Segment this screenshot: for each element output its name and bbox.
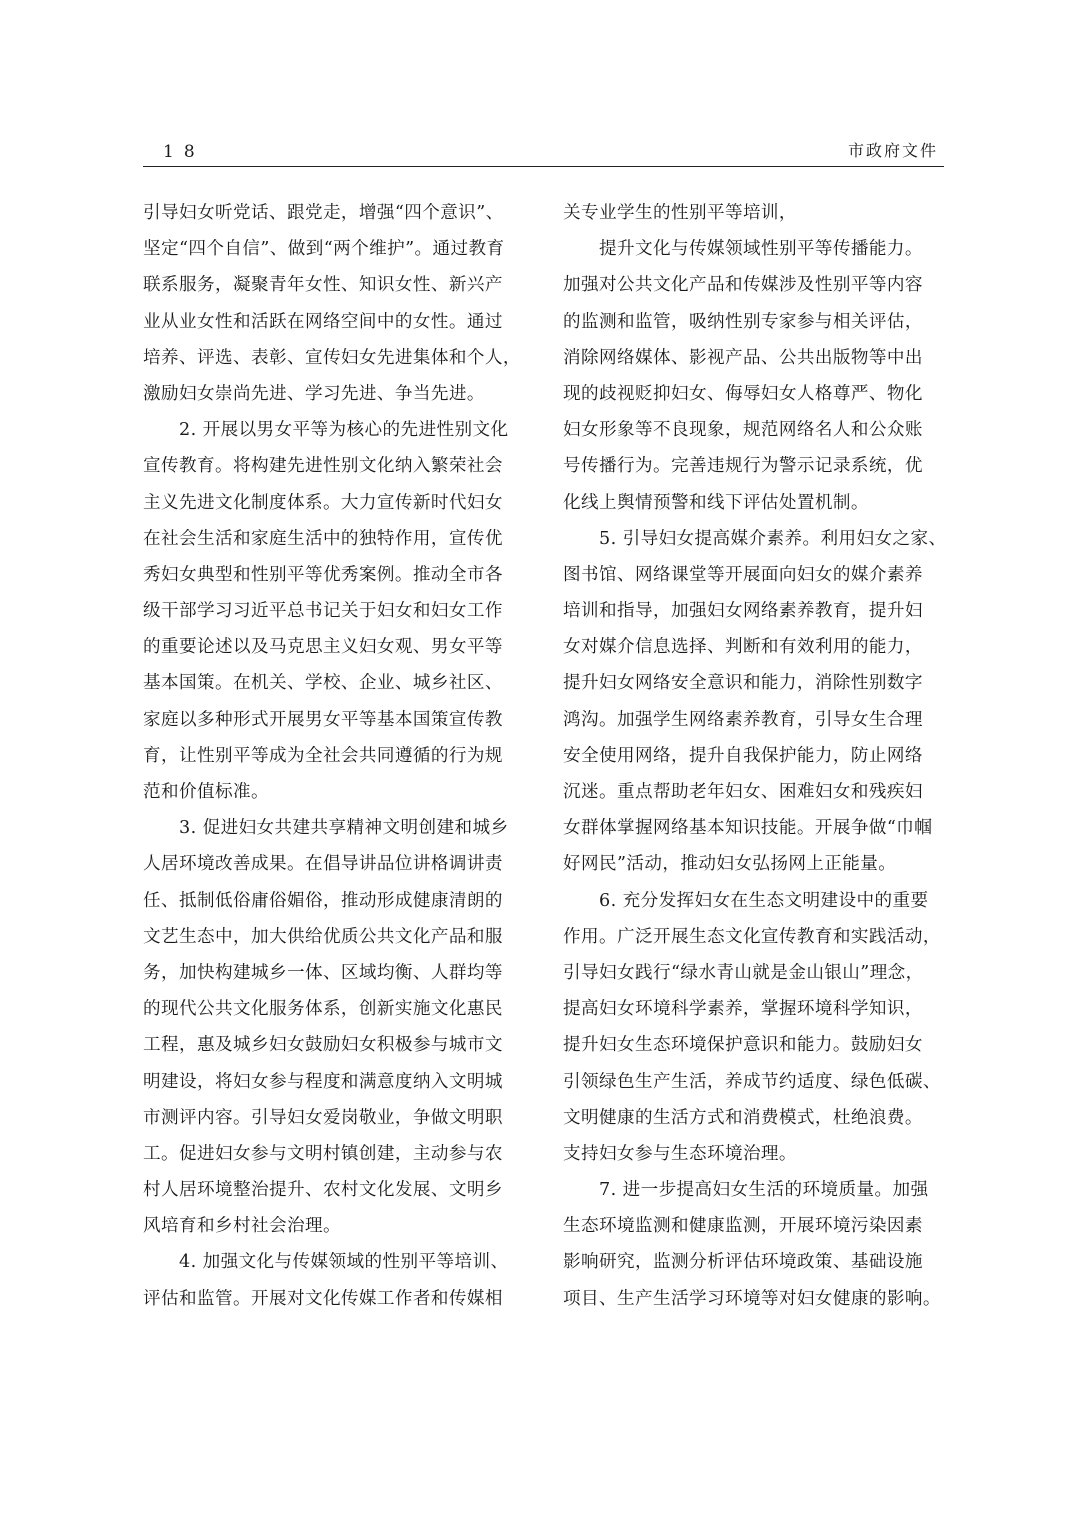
section-heading-line: 5. 引导妇女提高媒介素养。利用妇女之家、 bbox=[599, 528, 947, 549]
text-line: 宣传教育。将构建先进性别文化纳入繁荣社会 bbox=[143, 456, 503, 477]
text-line: 支持妇女参与生态环境治理。 bbox=[563, 1143, 797, 1164]
text-line: 消除网络媒体、影视产品、公共出版物等中出 bbox=[563, 347, 923, 368]
text-line: 市测评内容。引导妇女爱岗敬业，争做文明职 bbox=[143, 1107, 503, 1128]
text-line: 范和价值标准。 bbox=[143, 782, 269, 802]
text-line: 图书馆、网络课堂等开展面向妇女的媒介素养 bbox=[563, 564, 923, 585]
text-line: 激励妇女崇尚先进、学习先进、争当先进。 bbox=[143, 383, 485, 404]
text-line: 提升妇女生态环境保护意识和能力。鼓励妇女 bbox=[563, 1035, 923, 1056]
section-heading-line: 2. 开展以男女平等为核心的先进性别文化 bbox=[179, 420, 509, 441]
text-line: 号传播行为。完善违规行为警示记录系统，优 bbox=[563, 456, 923, 477]
section-heading-line: 6. 充分发挥妇女在生态文明建设中的重要 bbox=[599, 890, 929, 911]
text-line: 文艺生态中，加大供给优质公共文化产品和服 bbox=[143, 926, 503, 947]
text-line: 沉迷。重点帮助老年妇女、困难妇女和残疾妇 bbox=[563, 782, 923, 802]
left-column bbox=[143, 195, 525, 1317]
text-line: 评估和监管。开展对文化传媒工作者和传媒相 bbox=[143, 1288, 503, 1309]
page-number: 18 bbox=[163, 142, 205, 162]
text-line: 工程，惠及城乡妇女鼓励妇女积极参与城市文 bbox=[143, 1035, 503, 1056]
text-line: 妇女形象等不良现象，规范网络名人和公众账 bbox=[563, 420, 923, 441]
text-line: 基本国策。在机关、学校、企业、城乡社区、 bbox=[143, 673, 503, 694]
text-line: 女对媒介信息选择、判断和有效利用的能力， bbox=[563, 637, 923, 658]
text-line: 关专业学生的性别平等培训， bbox=[563, 203, 797, 223]
text-line: 引领绿色生产生活，养成节约适度、绿色低碳、 bbox=[563, 1071, 941, 1092]
text-line: 的监测和监管，吸纳性别专家参与相关评估， bbox=[563, 311, 923, 332]
document-title: 市政府文件 bbox=[847, 141, 938, 160]
text-line: 引导妇女践行“绿水青山就是金山银山”理念， bbox=[563, 962, 924, 983]
text-line: 引导妇女听党话、跟党走，增强“四个意识”、 bbox=[143, 203, 504, 223]
text-line: 安全使用网络，提升自我保护能力，防止网络 bbox=[563, 745, 923, 766]
text-line: 联系服务，凝聚青年女性、知识女性、新兴产 bbox=[143, 275, 503, 296]
section-heading-line: 7. 进一步提高妇女生活的环境质量。加强 bbox=[599, 1180, 929, 1201]
right-column bbox=[563, 195, 945, 1317]
text-line: 风培育和乡村社会治理。 bbox=[143, 1216, 341, 1237]
text-line: 现的歧视贬抑妇女、侮辱妇女人格尊严、物化 bbox=[563, 383, 923, 404]
text-line: 的重要论述以及马克思主义妇女观、男女平等 bbox=[143, 637, 503, 658]
text-line: 文明健康的生活方式和消费模式，杜绝浪费。 bbox=[563, 1107, 923, 1128]
text-line: 明建设，将妇女参与程度和满意度纳入文明城 bbox=[143, 1071, 503, 1092]
text-line: 提升文化与传媒领域性别平等传播能力。 bbox=[599, 239, 923, 260]
text-line: 好网民”活动，推动妇女弘扬网上正能量。 bbox=[563, 854, 897, 875]
text-line: 培养、评选、表彰、宣传妇女先进集体和个人， bbox=[143, 347, 521, 368]
text-line: 主义先进文化制度体系。大力宣传新时代妇女 bbox=[143, 492, 503, 513]
text-line: 生态环境监测和健康监测，开展环境污染因素 bbox=[563, 1216, 923, 1237]
text-line: 项目、生产生活学习环境等对妇女健康的影响。 bbox=[563, 1288, 941, 1309]
text-line: 任、抵制低俗庸俗媚俗，推动形成健康清朗的 bbox=[143, 890, 503, 911]
text-line: 加强对公共文化产品和传媒涉及性别平等内容 bbox=[563, 275, 923, 296]
text-line: 鸿沟。加强学生网络素养教育，引导女生合理 bbox=[563, 709, 923, 730]
text-line: 级干部学习习近平总书记关于妇女和妇女工作 bbox=[143, 601, 503, 622]
text-line: 作用。广泛开展生态文化宣传教育和实践活动， bbox=[563, 926, 941, 947]
text-line: 影响研究，监测分析评估环境政策、基础设施 bbox=[563, 1252, 923, 1273]
page-header bbox=[143, 136, 944, 167]
text-line: 的现代公共文化服务体系，创新实施文化惠民 bbox=[143, 999, 503, 1020]
text-line: 秀妇女典型和性别平等优秀案例。推动全市各 bbox=[143, 564, 503, 585]
text-line: 人居环境改善成果。在倡导讲品位讲格调讲责 bbox=[143, 854, 503, 875]
text-line: 村人居环境整治提升、农村文化发展、文明乡 bbox=[143, 1180, 503, 1201]
text-line: 培训和指导，加强妇女网络素养教育，提升妇 bbox=[563, 601, 923, 622]
text-line: 坚定“四个自信”、做到“两个维护”。通过教育 bbox=[143, 239, 505, 260]
text-line: 工。促进妇女参与文明村镇创建，主动参与农 bbox=[143, 1143, 503, 1164]
text-line: 化线上舆情预警和线下评估处置机制。 bbox=[563, 492, 869, 513]
text-line: 育，让性别平等成为全社会共同遵循的行为规 bbox=[143, 745, 503, 766]
text-line: 提升妇女网络安全意识和能力，消除性别数字 bbox=[563, 673, 923, 694]
text-line: 在社会生活和家庭生活中的独特作用，宣传优 bbox=[143, 528, 503, 549]
text-line: 业从业女性和活跃在网络空间中的女性。通过 bbox=[143, 311, 503, 332]
text-line: 女群体掌握网络基本知识技能。开展争做“巾帼 bbox=[563, 818, 933, 839]
section-heading-line: 4. 加强文化与传媒领域的性别平等培训、 bbox=[179, 1252, 509, 1273]
text-line: 务，加快构建城乡一体、区域均衡、人群均等 bbox=[143, 962, 503, 983]
text-line: 家庭以多种形式开展男女平等基本国策宣传教 bbox=[143, 709, 503, 730]
section-heading-line: 3. 促进妇女共建共享精神文明创建和城乡 bbox=[179, 818, 509, 839]
text-line: 提高妇女环境科学素养，掌握环境科学知识， bbox=[563, 999, 923, 1020]
